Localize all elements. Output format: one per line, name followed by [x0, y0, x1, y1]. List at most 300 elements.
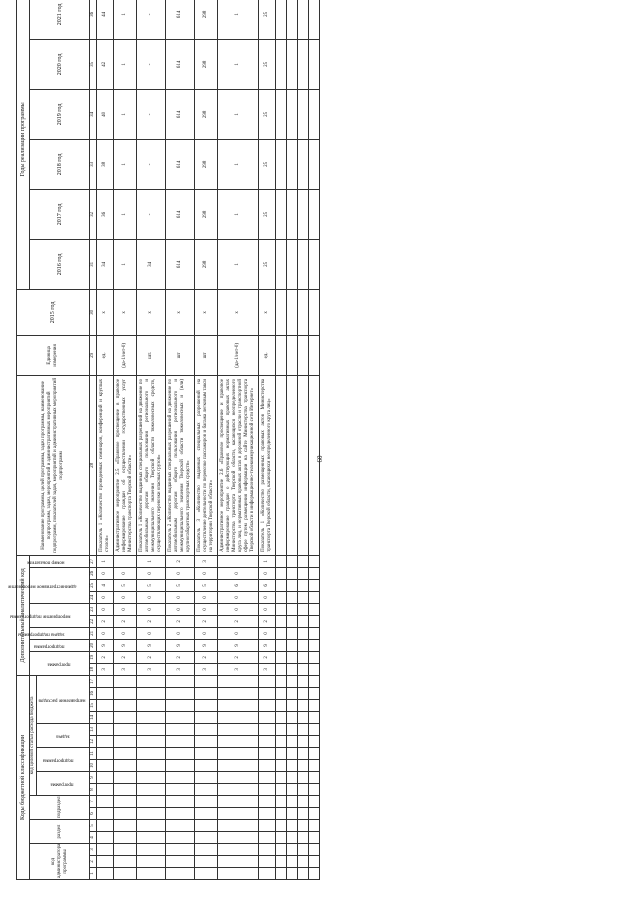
year-value: 1 [218, 0, 259, 39]
empty-cell [309, 784, 320, 796]
code-digit: 0 [195, 567, 218, 579]
column-number: 14 [90, 712, 97, 724]
extra-subprogram-header [30, 639, 90, 651]
section-header: раздел [30, 820, 90, 844]
empty-code-cell [114, 772, 137, 784]
year-value: 1 [114, 89, 137, 139]
empty-cell [276, 627, 287, 639]
empty-cell [309, 289, 320, 335]
year-value: 42 [97, 39, 114, 89]
empty-cell [287, 856, 298, 868]
extra-program-header [30, 651, 90, 675]
empty-cell [309, 856, 320, 868]
empty-code-cell [195, 712, 218, 724]
empty-code-cell [259, 700, 276, 712]
empty-cell [298, 555, 309, 567]
unit-cell: шт. [137, 335, 166, 375]
empty-code-cell [137, 856, 166, 868]
empty-cell [309, 724, 320, 736]
empty-cell [298, 784, 309, 796]
empty-code-cell [97, 748, 114, 760]
table-row [97, 0, 114, 880]
code-digit: 0 [114, 567, 137, 579]
direction-header-text: направление расходов [38, 697, 86, 703]
year-value: 298 [195, 139, 218, 189]
empty-cell [298, 675, 309, 687]
empty-cell [309, 39, 320, 89]
empty-cell [276, 844, 287, 856]
empty-code-cell [166, 844, 195, 856]
empty-code-cell [114, 675, 137, 687]
empty-code-cell [114, 808, 137, 820]
empty-cell [298, 736, 309, 748]
column-number: 1 [90, 868, 97, 880]
empty-code-cell [259, 688, 276, 700]
year-header: 2017 год [30, 189, 90, 239]
empty-cell [276, 39, 287, 89]
code-digit: 2 [166, 615, 195, 627]
year-value: 44 [97, 0, 114, 39]
direction-header [37, 675, 90, 723]
empty-code-cell [259, 772, 276, 784]
empty-code-cell [114, 832, 137, 844]
empty-code-cell [97, 688, 114, 700]
empty-cell [276, 724, 287, 736]
empty-code-cell [137, 700, 166, 712]
program-header [37, 772, 90, 796]
empty-cell [298, 0, 309, 39]
subsection-header: подраздел [30, 796, 90, 820]
indicator-name: Административное мероприятие 2.6 «Правовое просвещение и правовое информирование граждан о действующих нормативных правовых актах Министерства транспорта Тверской области, касающихся неопределенного круга лиц, и нормативных правовых актах в дорожной отрасли и транспортной сфере путем размещения информации на сайте Министерства транспорта Тверской области в информационно-телекоммуникационной сети Интернет» [218, 375, 259, 555]
empty-code-cell [195, 856, 218, 868]
empty-code-cell [195, 760, 218, 772]
code-digit: 2 [195, 615, 218, 627]
empty-cell [276, 567, 287, 579]
code-digit: 0 [114, 627, 137, 639]
empty-code-cell [114, 868, 137, 880]
empty-cell [276, 784, 287, 796]
code-digit: 2 [137, 651, 166, 663]
year-value: 40 [97, 89, 114, 139]
empty-cell [276, 555, 287, 567]
empty-row [287, 0, 298, 880]
column-number: 16 [90, 688, 97, 700]
year-value: 614 [166, 189, 195, 239]
year-value: 25 [259, 89, 276, 139]
empty-code-cell [195, 868, 218, 880]
empty-code-cell [259, 856, 276, 868]
code-digit: 0 [114, 591, 137, 603]
empty-cell [287, 239, 298, 289]
empty-cell [298, 663, 309, 675]
empty-code-cell [97, 820, 114, 832]
column-number: 17 [90, 675, 97, 687]
code-digit: 9 [218, 639, 259, 651]
code-digit: 3 [195, 663, 218, 675]
empty-cell [287, 748, 298, 760]
code-digit: 0 [166, 567, 195, 579]
code-digit: 2 [97, 615, 114, 627]
empty-code-cell [137, 675, 166, 687]
empty-code-cell [218, 784, 259, 796]
empty-cell [276, 868, 287, 880]
column-number: 8 [90, 784, 97, 796]
unit-cell: шт [166, 335, 195, 375]
code-digit: 0 [218, 627, 259, 639]
empty-code-cell [166, 748, 195, 760]
empty-code-cell [218, 688, 259, 700]
empty-cell [287, 820, 298, 832]
column-number: 34 [90, 89, 97, 139]
empty-cell [298, 712, 309, 724]
code-digit: 2 [218, 651, 259, 663]
year-header: 2021 год [30, 0, 90, 39]
empty-code-cell [97, 772, 114, 784]
empty-cell [309, 700, 320, 712]
empty-code-cell [114, 700, 137, 712]
empty-code-cell [259, 820, 276, 832]
base-year-value: х [218, 289, 259, 335]
year-value: 298 [195, 0, 218, 39]
extra-admin-event-header [7, 567, 90, 603]
empty-cell [298, 700, 309, 712]
column-number: 23 [90, 603, 97, 615]
empty-cell [298, 760, 309, 772]
code-digit [218, 555, 259, 567]
empty-code-cell [97, 675, 114, 687]
code-digit: 3 [166, 663, 195, 675]
empty-cell [309, 844, 320, 856]
column-number: 20 [90, 639, 97, 651]
column-number: 21 [90, 627, 97, 639]
empty-cell [287, 760, 298, 772]
empty-cell [276, 375, 287, 555]
empty-code-cell [97, 784, 114, 796]
empty-code-cell [166, 760, 195, 772]
code-digit: 0 [259, 591, 276, 603]
empty-cell [298, 627, 309, 639]
code-digit: 2 [137, 615, 166, 627]
code-digit: 5 [114, 579, 137, 591]
extra-task-header [17, 627, 90, 639]
code-digit: 2 [218, 615, 259, 627]
empty-cell [287, 796, 298, 808]
code-digit: 0 [97, 591, 114, 603]
empty-cell [298, 639, 309, 651]
empty-row [298, 0, 309, 880]
empty-code-cell [137, 832, 166, 844]
page-number: 60 [316, 455, 324, 463]
extra-indicator-header-text: номер показателя [26, 559, 65, 565]
year-value: 36 [97, 189, 114, 239]
empty-code-cell [114, 712, 137, 724]
empty-code-cell [114, 856, 137, 868]
empty-code-cell [114, 736, 137, 748]
empty-code-cell [259, 808, 276, 820]
column-number: 19 [90, 651, 97, 663]
program-indicators-table [7, 0, 320, 880]
empty-code-cell [97, 808, 114, 820]
empty-code-cell [195, 736, 218, 748]
empty-cell [276, 688, 287, 700]
year-value: - [137, 139, 166, 189]
code-digit: 3 [259, 663, 276, 675]
column-number: 11 [90, 748, 97, 760]
base-year-header: 2015 год [17, 289, 90, 335]
empty-cell [309, 736, 320, 748]
empty-code-cell [166, 736, 195, 748]
empty-code-cell [166, 724, 195, 736]
column-number: 3 [90, 844, 97, 856]
empty-cell [309, 335, 320, 375]
name-column-header: Наименование программы, целей программы, задач программы, наименование подпрограмм, задач, мероприятий и административных мероприятий подпрограмм, показателей задач, мероприятий и административных мероприятий подпрограмм [17, 375, 90, 555]
empty-cell [287, 700, 298, 712]
code-digit: 0 [259, 627, 276, 639]
empty-cell [287, 832, 298, 844]
empty-cell [276, 89, 287, 139]
unit-column-header: Единица измерения [17, 335, 90, 375]
task-header-text: задача [56, 733, 70, 739]
column-number: 6 [90, 808, 97, 820]
empty-code-cell [166, 772, 195, 784]
empty-code-cell [97, 844, 114, 856]
empty-code-cell [195, 808, 218, 820]
code-digit: 0 [97, 603, 114, 615]
year-value: 1 [218, 189, 259, 239]
year-value: 614 [166, 139, 195, 189]
empty-cell [276, 748, 287, 760]
year-value: - [137, 89, 166, 139]
empty-code-cell [137, 808, 166, 820]
empty-code-cell [97, 700, 114, 712]
year-value: 25 [259, 39, 276, 89]
base-year-value: х [195, 289, 218, 335]
code-digit: 0 [137, 591, 166, 603]
empty-code-cell [218, 700, 259, 712]
empty-code-cell [218, 856, 259, 868]
code-digit: 4 [97, 579, 114, 591]
table-row [218, 0, 259, 880]
empty-cell [309, 663, 320, 675]
empty-cell [298, 603, 309, 615]
empty-code-cell [137, 724, 166, 736]
empty-code-cell [259, 724, 276, 736]
year-value: 1 [218, 139, 259, 189]
empty-code-cell [195, 724, 218, 736]
column-number: 28 [90, 375, 97, 555]
extra-program-header-text: программа [47, 661, 70, 667]
code-digit: 0 [97, 567, 114, 579]
code-digit: 9 [97, 639, 114, 651]
code-digit: 3 [114, 663, 137, 675]
empty-code-cell [218, 808, 259, 820]
extra-subprogram-header-text: подпрограмма [33, 643, 64, 649]
empty-cell [287, 639, 298, 651]
code-digit: 2 [114, 615, 137, 627]
empty-cell [298, 820, 309, 832]
code-digit: 1 [97, 555, 114, 567]
empty-code-cell [218, 868, 259, 880]
code-digit: 0 [259, 567, 276, 579]
year-value: 614 [166, 239, 195, 289]
empty-code-cell [97, 796, 114, 808]
empty-cell [309, 808, 320, 820]
year-value: 34 [137, 239, 166, 289]
empty-code-cell [218, 832, 259, 844]
code-digit: 0 [166, 603, 195, 615]
indicator-name: Показатель 2 «Количество выданных специальных разрешений на движение по автомобильным дорогам общего пользования регионального и межмуниципального значения Тверской области тяжеловесных и (или) крупногабаритных транспортных средств» [166, 375, 195, 555]
empty-code-cell [218, 760, 259, 772]
empty-code-cell [218, 724, 259, 736]
empty-row [276, 0, 287, 880]
empty-cell [287, 189, 298, 239]
empty-cell [287, 567, 298, 579]
empty-cell [309, 139, 320, 189]
code-digit: 9 [166, 639, 195, 651]
empty-cell [287, 603, 298, 615]
empty-cell [309, 712, 320, 724]
empty-cell [309, 796, 320, 808]
empty-code-cell [259, 796, 276, 808]
empty-cell [309, 772, 320, 784]
empty-cell [287, 808, 298, 820]
empty-cell [276, 856, 287, 868]
base-year-value: х [166, 289, 195, 335]
empty-cell [276, 832, 287, 844]
empty-cell [298, 856, 309, 868]
code-digit: 0 [137, 627, 166, 639]
extra-admin-event-header-text: административное мероприятие [7, 583, 76, 589]
year-value: 1 [218, 39, 259, 89]
year-value: 298 [195, 89, 218, 139]
year-value: 25 [259, 189, 276, 239]
empty-cell [276, 139, 287, 189]
year-value: 1 [114, 39, 137, 89]
empty-cell [298, 89, 309, 139]
column-number: 29 [90, 335, 97, 375]
empty-code-cell [137, 688, 166, 700]
code-digit [114, 555, 137, 567]
rotated-table-wrapper [7, 3, 620, 880]
empty-cell [298, 579, 309, 591]
empty-cell [309, 820, 320, 832]
year-value: 614 [166, 39, 195, 89]
code-digit: 0 [218, 591, 259, 603]
empty-cell [309, 760, 320, 772]
empty-cell [276, 591, 287, 603]
empty-code-cell [137, 736, 166, 748]
year-value: 1 [114, 0, 137, 39]
column-numbers-row [90, 0, 97, 880]
empty-cell [276, 651, 287, 663]
year-value: 25 [259, 0, 276, 39]
empty-code-cell [195, 832, 218, 844]
empty-cell [309, 748, 320, 760]
empty-cell [298, 651, 309, 663]
base-year-value: х [114, 289, 137, 335]
base-year-value: х [97, 289, 114, 335]
year-value: 614 [166, 0, 195, 39]
extra-indicator-header [26, 555, 90, 567]
empty-code-cell [218, 796, 259, 808]
empty-code-cell [97, 736, 114, 748]
empty-code-cell [218, 675, 259, 687]
program-header-text: программа [50, 781, 74, 787]
empty-code-cell [166, 688, 195, 700]
unit-cell: (да-1/нет-0) [218, 335, 259, 375]
empty-cell [287, 712, 298, 724]
empty-cell [287, 615, 298, 627]
column-number: 27 [90, 555, 97, 567]
code-digit: 0 [166, 627, 195, 639]
empty-cell [309, 603, 320, 615]
empty-code-cell [114, 844, 137, 856]
code-digit: 9 [195, 639, 218, 651]
empty-cell [287, 736, 298, 748]
empty-code-cell [97, 856, 114, 868]
empty-code-cell [114, 784, 137, 796]
empty-code-cell [137, 784, 166, 796]
empty-cell [309, 567, 320, 579]
empty-code-cell [166, 820, 195, 832]
column-number: 32 [90, 189, 97, 239]
empty-cell [298, 832, 309, 844]
empty-cell [287, 289, 298, 335]
code-digit: 2 [97, 651, 114, 663]
year-header: 2016 год [30, 239, 90, 289]
empty-cell [298, 591, 309, 603]
code-digit: 9 [137, 639, 166, 651]
code-digit: 1 [259, 555, 276, 567]
empty-cell [287, 688, 298, 700]
code-digit: 9 [114, 639, 137, 651]
column-number: 15 [90, 700, 97, 712]
empty-cell [276, 700, 287, 712]
empty-code-cell [218, 844, 259, 856]
column-number: 5 [90, 820, 97, 832]
empty-code-cell [259, 844, 276, 856]
empty-code-cell [259, 675, 276, 687]
year-header: 2020 год [30, 39, 90, 89]
year-value: 34 [97, 239, 114, 289]
code-digit: 0 [137, 567, 166, 579]
empty-cell [309, 591, 320, 603]
empty-cell [287, 663, 298, 675]
empty-cell [287, 39, 298, 89]
empty-code-cell [114, 688, 137, 700]
empty-cell [276, 0, 287, 39]
code-digit: 0 [114, 603, 137, 615]
code-digit: 5 [166, 579, 195, 591]
empty-cell [298, 808, 309, 820]
unit-cell: (да-1/нет-0) [114, 335, 137, 375]
empty-cell [287, 375, 298, 555]
empty-cell [287, 579, 298, 591]
table-row [195, 0, 218, 880]
empty-code-cell [195, 688, 218, 700]
empty-cell [298, 335, 309, 375]
empty-code-cell [195, 700, 218, 712]
empty-cell [276, 239, 287, 289]
empty-cell [276, 189, 287, 239]
code-digit: 0 [166, 591, 195, 603]
empty-code-cell [259, 748, 276, 760]
empty-code-cell [259, 868, 276, 880]
year-value: 298 [195, 239, 218, 289]
empty-cell [298, 724, 309, 736]
column-number: 12 [90, 736, 97, 748]
empty-cell [276, 736, 287, 748]
